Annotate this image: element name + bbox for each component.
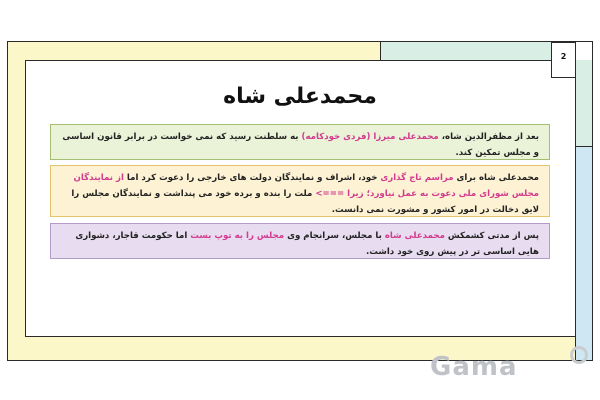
text-box-intro xyxy=(50,124,550,160)
highlighted-text: مراسم تاج گذاری xyxy=(380,173,454,183)
watermark-text: Gama xyxy=(430,352,518,382)
body-text: با مجلس، سرانجام وی xyxy=(284,231,385,241)
highlighted-text: محمدعلی شاه xyxy=(384,231,445,241)
body-text: به سلطنت رسید که نمی خواست در برابر قانون اساسی و مجلس تمکین کند. xyxy=(62,132,539,158)
text-box-coronation xyxy=(50,165,550,217)
text-box-bombardment xyxy=(50,223,550,259)
body-text: بعد از مظفرالدین شاه، xyxy=(438,132,539,142)
body-text: محمدعلی شاه برای xyxy=(453,173,539,183)
top-green-panel xyxy=(380,42,576,60)
left-yellow-panel xyxy=(8,42,25,360)
watermark-logo-icon xyxy=(570,346,588,364)
highlighted-text: از نمایندگان مجلس شورای ملی دعوت به عمل نیاورد؛ زیرا ===> xyxy=(73,173,539,199)
body-text: پس از مدتی کشمکش xyxy=(444,231,539,241)
slide-title: محمدعلی شاه xyxy=(223,84,377,109)
body-text: اما حکومت قاجار، دشواری هایی اساسی تر در پیش روی خود داشت. xyxy=(75,231,539,257)
top-yellow-panel xyxy=(8,42,380,60)
right-blue-panel xyxy=(576,146,592,360)
body-text: ملت را بنده و برده خود می پنداشت و نمایندگان مجلس را لایق دخالت در امور کشور و مشورت نمی دانست. xyxy=(71,189,539,215)
body-text: خود، اشراف و نمایندگان دولت های خارجی را دعوت کرد اما xyxy=(123,173,381,183)
highlighted-text: محمدعلی میرزا (فردی خودکامه) xyxy=(301,132,439,142)
right-green-panel xyxy=(576,60,592,146)
page-number: 2 xyxy=(560,52,567,61)
highlighted-text: مجلس را به توپ بست xyxy=(190,231,285,241)
